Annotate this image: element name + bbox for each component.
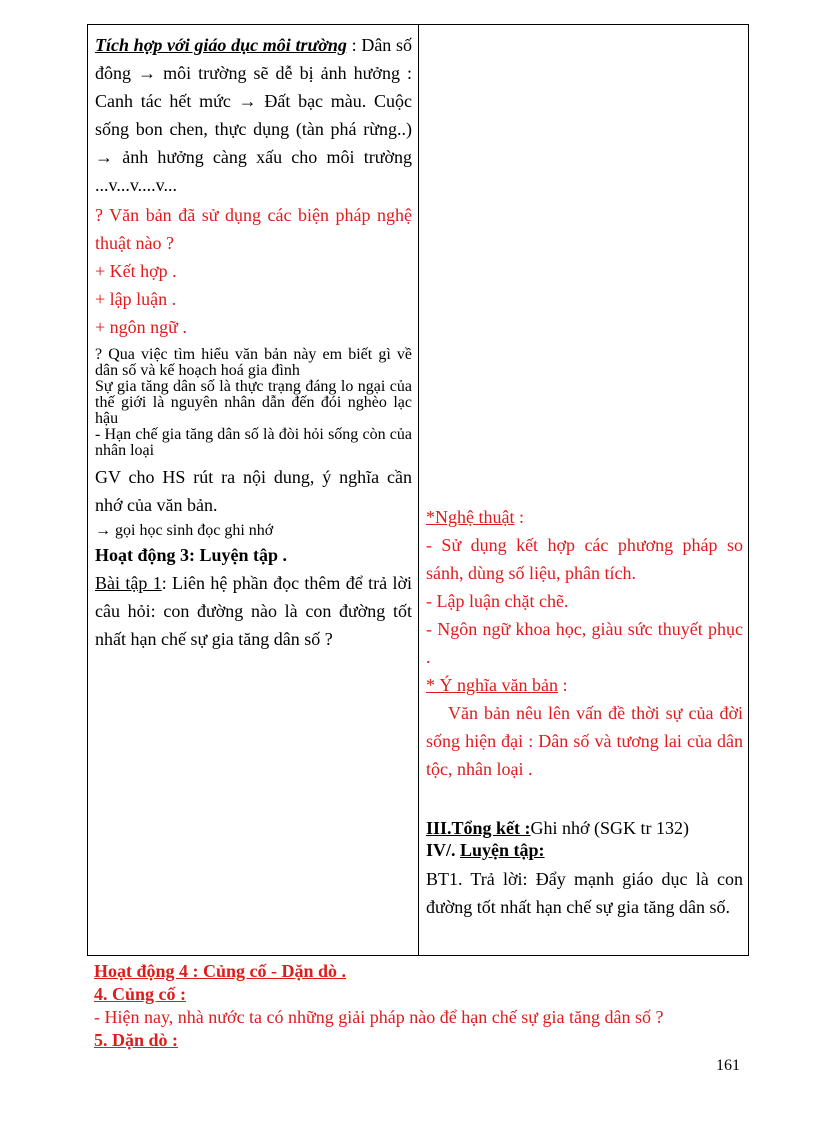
answer-2: - Hạn chế gia tăng dân số là đòi hỏi sống còn của nhân loại [95, 426, 412, 459]
homework-heading: 5. Dặn dò : [94, 1030, 179, 1050]
activity-4-heading: Hoạt động 4 : Củng cố - Dặn dò . [94, 961, 347, 981]
arrow-icon: → [95, 147, 113, 167]
arrow-icon: → [138, 63, 157, 83]
summary-label: III.Tổng kết : [426, 818, 531, 838]
art-heading: *Nghệ thuật : [426, 507, 524, 527]
art-point-1: - Sử dụng kết hợp các phương pháp so sánh, dùng số liệu, phân tích. [426, 535, 743, 583]
page-number: 161 [716, 1057, 740, 1074]
consolidate-heading: 4. Củng cố : [94, 984, 187, 1004]
arrow-icon: → [238, 91, 257, 111]
art-point-2: - Lập luận chặt chẽ. [426, 591, 569, 611]
environment-label: Tích hợp với giáo dục môi trường [95, 35, 347, 55]
summary-line: III.Tổng kết :Ghi nhớ (SGK tr 132) [426, 818, 690, 838]
practice-heading: IV/. Luyện tập: [426, 840, 545, 860]
gv-instruction: GV cho HS rút ra nội dung, ý nghĩa cần nhớ của văn bản. [95, 467, 412, 515]
exercise-label: Bài tập 1 [95, 573, 162, 593]
environment-integration: Tích hợp với giáo dục môi trường : Dân số đông → môi trường sẽ dễ bị ảnh hưởng : Canh tác hết mức → Đất bạc màu. Cuộc sống bon chen, thực dụng (tàn phá rừng..) → ảnh hưởng càng xấu cho môi trường ...v...v....v... [95, 35, 413, 195]
question-learn: ? Qua việc tìm hiểu văn bản này em biết gì về dân số và kế hoạch hoá gia đình [95, 346, 412, 379]
content-column [419, 25, 749, 955]
teacher-activity-column [88, 25, 418, 955]
bt1-answer: BT1. Trả lời: Đẩy mạnh giáo dục là con đường tốt nhất hạn chế sự gia tăng dân số. [426, 869, 743, 917]
lesson-table [87, 24, 749, 956]
art-item-2: + lập luận . [95, 289, 177, 309]
art-item-1: + Kết hợp . [95, 261, 177, 281]
art-item-3: + ngôn ngữ . [95, 317, 187, 337]
arrow-icon: → [95, 522, 111, 539]
question-art: ? Văn bản đã sử dụng các biện pháp nghệ thuật nào ? [95, 205, 412, 253]
art-point-3: - Ngôn ngữ khoa học, giàu sức thuyết phục . [426, 619, 743, 667]
exercise-1: Bài tập 1: Liên hệ phần đọc thêm để trả lời câu hỏi: con đường nào là con đường tốt nhất hạn chế sự gia tăng dân số ? [95, 573, 412, 649]
consolidate-question: - Hiện nay, nhà nước ta có những giải pháp nào để hạn chế sự gia tăng dân số ? [94, 1007, 664, 1027]
meaning-text: Văn bản nêu lên vấn đề thời sự của đời sống hiện đại : Dân số và tương lai của dân tộc, nhân loại . [426, 703, 743, 779]
answer-1: Sự gia tăng dân số là thực trạng đáng lo ngại của thế giới là nguyên nhân dẫn đến đói nghèo lạc hậu [95, 378, 412, 427]
meaning-heading: * Ý nghĩa văn bản : [426, 675, 568, 695]
gv-call: → gọi học sinh đọc ghi nhớ [95, 522, 274, 539]
activity-3-heading: Hoạt động 3: Luyện tập . [95, 545, 288, 565]
